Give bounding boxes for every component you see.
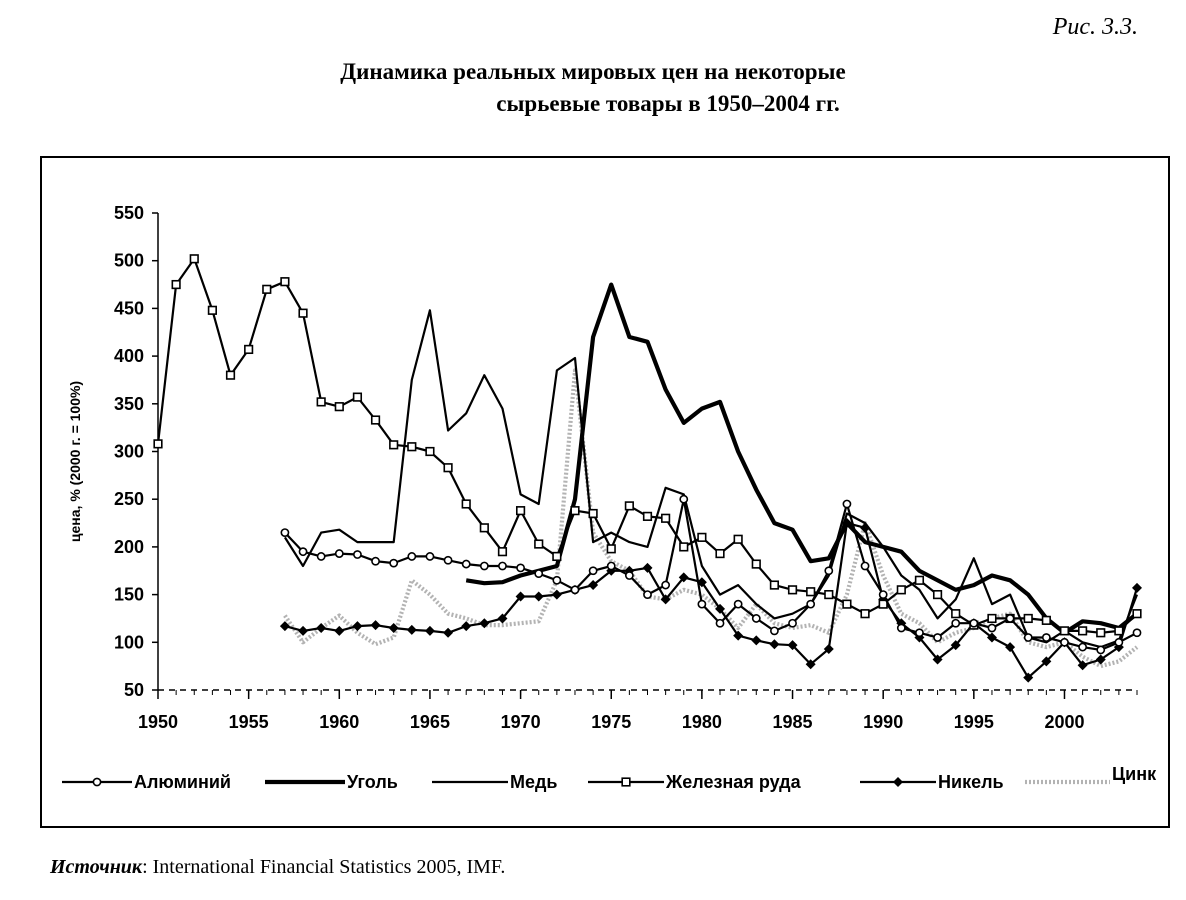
title-line-2: сырьевые товары в 1950–2004 гг. <box>496 91 840 116</box>
legend-label: Цинк <box>1112 764 1157 784</box>
x-tick-label: 1980 <box>681 712 722 732</box>
data-point <box>390 560 397 567</box>
data-point <box>553 577 560 584</box>
data-point <box>1115 639 1122 646</box>
data-point <box>1043 617 1051 625</box>
data-point <box>462 500 470 508</box>
legend-marker <box>93 778 100 785</box>
data-point <box>607 545 615 553</box>
data-point <box>789 586 797 594</box>
data-point <box>553 553 561 561</box>
data-point <box>408 553 415 560</box>
data-point <box>934 591 942 599</box>
source-note <box>50 856 505 879</box>
data-point <box>535 570 542 577</box>
y-tick-label: 100 <box>113 632 144 653</box>
data-point <box>372 558 379 565</box>
source-label: Источник <box>50 856 143 878</box>
legend-label: Железная руда <box>666 772 801 792</box>
line-chart <box>40 156 1170 828</box>
data-point <box>245 346 253 354</box>
data-point <box>662 581 669 588</box>
data-point <box>335 403 343 411</box>
data-point <box>317 398 325 406</box>
data-point <box>698 601 705 608</box>
data-point <box>372 416 380 424</box>
data-point <box>1043 634 1050 641</box>
data-point <box>898 624 905 631</box>
data-point <box>825 591 833 599</box>
data-point <box>517 564 524 571</box>
chart-title <box>0 56 1186 120</box>
data-point <box>807 601 814 608</box>
data-point <box>390 441 398 449</box>
data-point <box>916 576 924 584</box>
data-point <box>880 591 887 598</box>
data-point <box>463 560 470 567</box>
data-point <box>662 514 670 522</box>
data-point <box>952 620 959 627</box>
data-point <box>1115 627 1123 635</box>
y-tick-label: 250 <box>113 489 144 510</box>
data-point <box>444 464 452 472</box>
data-point <box>807 588 815 596</box>
chart-frame <box>40 156 1170 828</box>
data-point <box>281 278 289 286</box>
x-tick-label: 1965 <box>409 712 450 732</box>
legend-label: Никель <box>938 772 1004 792</box>
data-point <box>680 496 687 503</box>
data-point <box>934 634 941 641</box>
data-point <box>281 529 288 536</box>
data-point <box>589 510 597 518</box>
data-point <box>735 601 742 608</box>
data-point <box>354 393 362 401</box>
data-point <box>299 309 307 317</box>
data-point <box>299 548 306 555</box>
data-point <box>172 281 180 289</box>
data-point <box>571 507 579 515</box>
data-point <box>481 524 489 532</box>
data-point <box>843 500 850 507</box>
legend-label: Алюминий <box>134 772 231 792</box>
data-point <box>571 586 578 593</box>
x-tick-label: 1955 <box>228 712 269 732</box>
data-point <box>336 550 343 557</box>
x-tick-label: 1975 <box>591 712 632 732</box>
legend-label: Уголь <box>347 772 398 792</box>
y-tick-label: 550 <box>113 203 144 223</box>
data-point <box>1006 615 1013 622</box>
data-point <box>444 557 451 564</box>
y-tick-label: 450 <box>113 298 144 319</box>
data-point <box>970 620 977 627</box>
data-point <box>209 307 217 315</box>
y-axis-label: цена, % (2000 г. = 100%) <box>67 380 83 543</box>
x-tick-label: 2000 <box>1044 712 1085 732</box>
data-point <box>861 610 869 618</box>
data-point <box>753 615 760 622</box>
data-point <box>952 610 960 618</box>
legend-label: Медь <box>510 772 558 792</box>
data-point <box>227 371 235 379</box>
data-point <box>190 255 198 263</box>
data-point <box>680 543 688 551</box>
data-point <box>1025 634 1032 641</box>
data-point <box>1097 646 1104 653</box>
data-point <box>789 620 796 627</box>
data-point <box>626 572 633 579</box>
data-point <box>535 540 543 548</box>
y-tick-label: 500 <box>113 250 144 271</box>
data-point <box>426 448 434 456</box>
title-line-1: Динамика реальных мировых цен на некоторые <box>340 59 846 84</box>
source-text: : International Financial Statistics 2005, IMF. <box>142 856 506 878</box>
y-tick-label: 350 <box>113 393 144 414</box>
data-point <box>590 567 597 574</box>
data-point <box>1024 615 1032 623</box>
data-point <box>716 550 724 558</box>
x-tick-label: 1960 <box>319 712 360 732</box>
data-point <box>988 615 996 623</box>
data-point <box>1061 627 1069 635</box>
data-point <box>1061 639 1068 646</box>
data-point <box>1133 610 1141 618</box>
data-point <box>734 535 742 543</box>
data-point <box>426 553 433 560</box>
y-tick-label: 200 <box>113 536 144 557</box>
x-tick-label: 1985 <box>772 712 813 732</box>
data-point <box>499 548 507 556</box>
data-point <box>263 286 271 294</box>
data-point <box>644 591 651 598</box>
data-point <box>626 502 634 510</box>
y-tick-label: 300 <box>113 441 144 462</box>
data-point <box>861 562 868 569</box>
data-point <box>1079 643 1086 650</box>
data-point <box>1133 629 1140 636</box>
figure-label: Рис. 3.3. <box>1052 14 1138 40</box>
data-point <box>1079 627 1087 635</box>
data-point <box>843 600 851 608</box>
x-tick-label: 1950 <box>137 712 179 732</box>
data-point <box>916 629 923 636</box>
data-point <box>771 581 779 589</box>
data-point <box>499 562 506 569</box>
x-tick-label: 1995 <box>953 712 994 732</box>
y-tick-label: 400 <box>113 346 144 367</box>
data-point <box>354 551 361 558</box>
y-tick-label: 50 <box>123 680 144 700</box>
data-point <box>408 443 416 451</box>
data-point <box>698 534 706 542</box>
data-point <box>517 507 525 515</box>
legend-marker <box>622 778 630 786</box>
data-point <box>481 562 488 569</box>
data-point <box>898 586 906 594</box>
y-tick-label: 150 <box>113 584 144 605</box>
data-point <box>771 627 778 634</box>
data-point <box>644 513 652 521</box>
data-point <box>988 624 995 631</box>
data-point <box>154 440 162 448</box>
data-point <box>1097 629 1105 637</box>
x-tick-label: 1990 <box>863 712 904 732</box>
data-point <box>716 620 723 627</box>
data-point <box>752 560 760 568</box>
x-tick-label: 1970 <box>500 712 541 732</box>
data-point <box>608 562 615 569</box>
data-point <box>825 567 832 574</box>
data-point <box>318 553 325 560</box>
